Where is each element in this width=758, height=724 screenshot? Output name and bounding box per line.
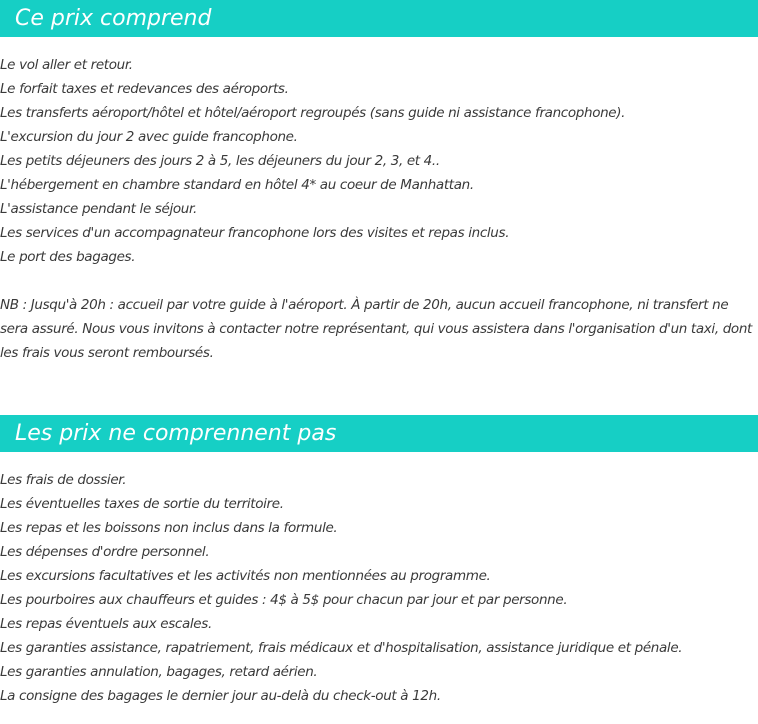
list-item: L'assistance pendant le séjour. <box>0 201 197 217</box>
section-title-included: Ce prix comprend <box>0 0 758 37</box>
list-item: Les garanties annulation, bagages, retard aérien. <box>0 664 318 680</box>
list-item: Les services d'un accompagnateur francophone lors des visites et repas inclus. <box>0 225 510 241</box>
list-item: La consigne des bagages le dernier jour au-delà du check-out à 12h. <box>0 688 441 704</box>
list-item: Les garanties assistance, rapatriement, frais médicaux et d'hospitalisation, assistance juridique et pénale. <box>0 640 683 656</box>
list-item: Les pourboires aux chauffeurs et guides : 4$ à 5$ pour chacun par jour et par personne. <box>0 592 568 608</box>
list-item: Les repas éventuels aux escales. <box>0 616 212 632</box>
list-item: Les frais de dossier. <box>0 472 127 488</box>
list-item: L'excursion du jour 2 avec guide francophone. <box>0 129 298 145</box>
list-item: Les petits déjeuners des jours 2 à 5, les déjeuners du jour 2, 3, et 4.. <box>0 153 440 169</box>
list-item: Les transferts aéroport/hôtel et hôtel/aéroport regroupés (sans guide ni assistance francophone). <box>0 105 626 121</box>
list-item: Le port des bagages. <box>0 249 136 265</box>
list-item: Le forfait taxes et redevances des aéroports. <box>0 81 289 97</box>
list-item: Le vol aller et retour. <box>0 57 133 73</box>
arrival-note: NB : Jusqu'à 20h : accueil par votre guide à l'aéroport. À partir de 20h, aucun accueil francophone, ni transfert ne sera assuré. Nous vous invitons à contacter notre représentant, qui vous assistera dans l'organisation d'un taxi, dont les frais vous seront remboursés. <box>0 297 752 361</box>
section-title-excluded: Les prix ne comprennent pas <box>0 415 758 452</box>
list-item: Les excursions facultatives et les activités non mentionnées au programme. <box>0 568 491 584</box>
list-item: L'hébergement en chambre standard en hôtel 4* au coeur de Manhattan. <box>0 177 474 193</box>
included-list <box>0 53 758 269</box>
excluded-list <box>0 468 758 708</box>
list-item: Les dépenses d'ordre personnel. <box>0 544 210 560</box>
list-item: Les éventuelles taxes de sortie du territoire. <box>0 496 284 512</box>
list-item: Les repas et les boissons non inclus dans la formule. <box>0 520 338 536</box>
